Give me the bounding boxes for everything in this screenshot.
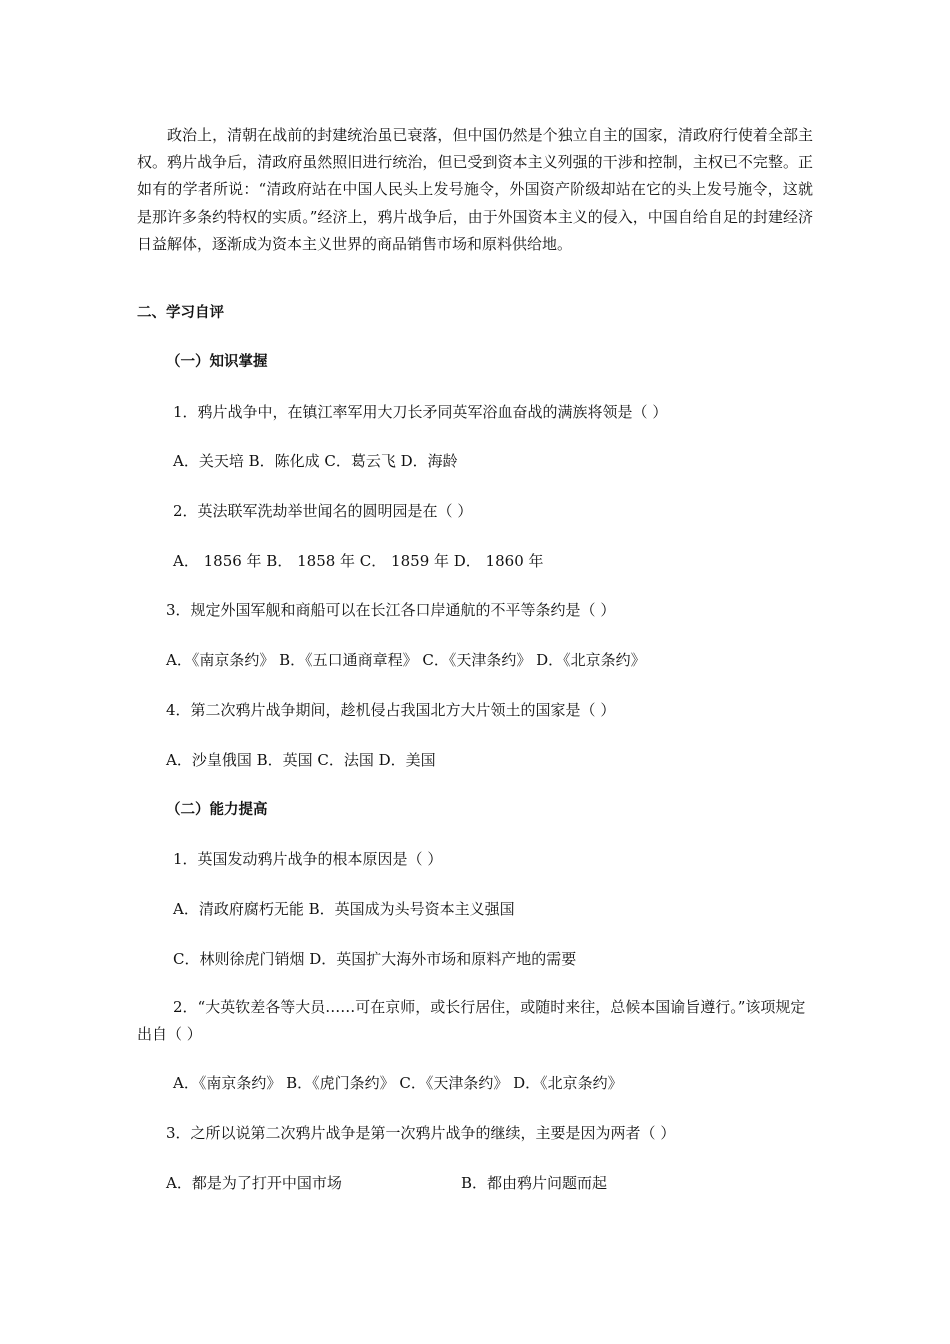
question-1-4: 4．第二次鸦片战争期间，趁机侵占我国北方大片领土的国家是（ ） xyxy=(166,701,616,719)
question-1-2: 2．英法联军洗劫举世闻名的圆明园是在（ ） xyxy=(173,502,473,520)
question-2-2-options: A．《南京条约》 B．《虎门条约》 C．《天津条约》 D．《北京条约》 xyxy=(173,1074,623,1092)
subsection-heading-knowledge: （一）知识掌握 xyxy=(166,354,268,370)
question-2-3-option-b: B．都由鸦片问题而起 xyxy=(461,1174,608,1192)
question-1-3: 3．规定外国军舰和商船可以在长江各口岸通航的不平等条约是（ ） xyxy=(166,601,616,619)
question-2-1-options-ab: A．清政府腐朽无能 B．英国成为头号资本主义强国 xyxy=(173,900,515,918)
subsection-heading-ability: （二）能力提高 xyxy=(166,802,268,818)
question-1-1: 1．鸦片战争中，在镇江率军用大刀长矛同英军浴血奋战的满族将领是（ ） xyxy=(173,403,668,421)
question-2-3-option-a: A．都是为了打开中国市场 xyxy=(166,1174,342,1192)
question-1-3-options: A．《南京条约》 B．《五口通商章程》 C．《天津条约》 D．《北京条约》 xyxy=(166,651,646,669)
question-1-2-options: A． 1856 年 B． 1858 年 C． 1859 年 D． 1860 年 xyxy=(173,552,544,570)
question-2-2: 2．“大英钦差各等大员……可在京师，或长行居住，或随时来往，总候本国谕旨遵行。”该项规定出自（ ） xyxy=(137,998,806,1043)
question-1-1-options: A．关天培 B．陈化成 C．葛云飞 D．海龄 xyxy=(173,452,458,470)
section-heading-self-assessment: 二、学习自评 xyxy=(137,305,224,321)
question-2-3: 3．之所以说第二次鸦片战争是第一次鸦片战争的继续，主要是因为两者（ ） xyxy=(166,1124,676,1142)
question-2-1: 1．英国发动鸦片战争的根本原因是（ ） xyxy=(173,850,443,868)
intro-paragraph: 政治上，清朝在战前的封建统治虽已衰落，但中国仍然是个独立自主的国家，清政府行使着全部主权。鸦片战争后，清政府虽然照旧进行统治，但已受到资本主义列强的干涉和控制，主权已不完整。正如有的学者所说：“清政府站在中国人民头上发号施令，外国资产阶级却站在它的头上发号施令，这就是那许多条约特权的实质。”经济上，鸦片战争后，由于外国资本主义的侵入，中国自给自足的封建经济日益解体，逐渐成为资本主义世界的商品销售市场和原料供给地。 xyxy=(137,126,813,253)
question-2-1-options-cd: C．林则徐虎门销烟 D．英国扩大海外市场和原料产地的需要 xyxy=(173,950,577,968)
question-1-4-options: A．沙皇俄国 B．英国 C．法国 D．美国 xyxy=(166,751,436,769)
